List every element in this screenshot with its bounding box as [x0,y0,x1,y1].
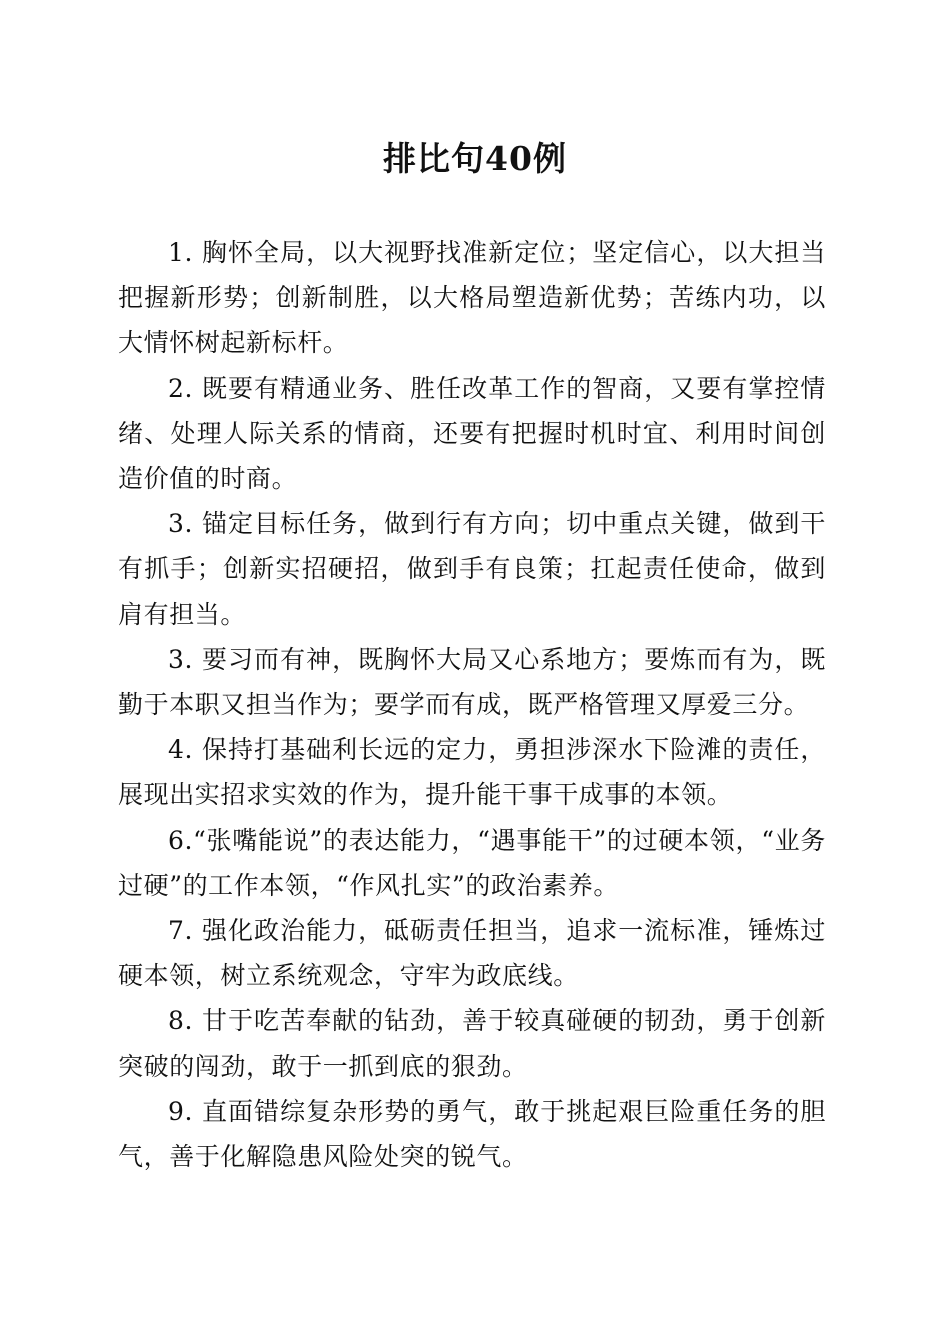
paragraph-1: 1. 胸怀全局，以大视野找准新定位；坚定信心，以大担当把握新形势；创新制胜，以大格局塑造新优势；苦练内功，以大情怀树起新标杆。 [118,238,826,358]
paragraph-6: 6.“张嘴能说”的表达能力，“遇事能干”的过硬本领，“业务过硬”的工作本领，“作风扎实”的政治素养。 [118,825,826,900]
paragraph-9: 9. 直面错综复杂形势的勇气，敢于挑起艰巨险重任务的胆气，善于化解隐患风险处突的锐气。 [118,1096,826,1172]
paragraph-8: 8. 甘于吃苦奉献的钻劲，善于较真碰硬的韧劲，勇于创新突破的闯劲，敢于一抓到底的狠劲。 [118,1006,826,1081]
paragraph-4: 3. 要习而有神，既胸怀大局又心系地方；要炼而有为，既勤于本职又担当作为；要学而有成，既严格管理又厚爱三分。 [118,644,826,720]
paragraph-7: 7. 强化政治能力，砥砺责任担当，追求一流标准，锤炼过硬本领，树立系统观念，守牢为政底线。 [118,916,826,991]
document-body [118,230,826,1179]
paragraph-5: 4. 保持打基础利长远的定力，勇担涉深水下险滩的责任，展现出实招求实效的作为，提升能干事干成事的本领。 [118,735,826,810]
paragraph-2: 2. 既要有精通业务、胜任改革工作的智商，又要有掌控情绪、处理人际关系的情商，还要有把握时机时宜、利用时间创造价值的时商。 [118,373,826,494]
paragraph-3: 3. 锚定目标任务，做到行有方向；切中重点关键，做到干有抓手；创新实招硬招，做到手有良策；扛起责任使命，做到肩有担当。 [118,509,826,629]
document-title: 排比句40例 [383,139,567,178]
